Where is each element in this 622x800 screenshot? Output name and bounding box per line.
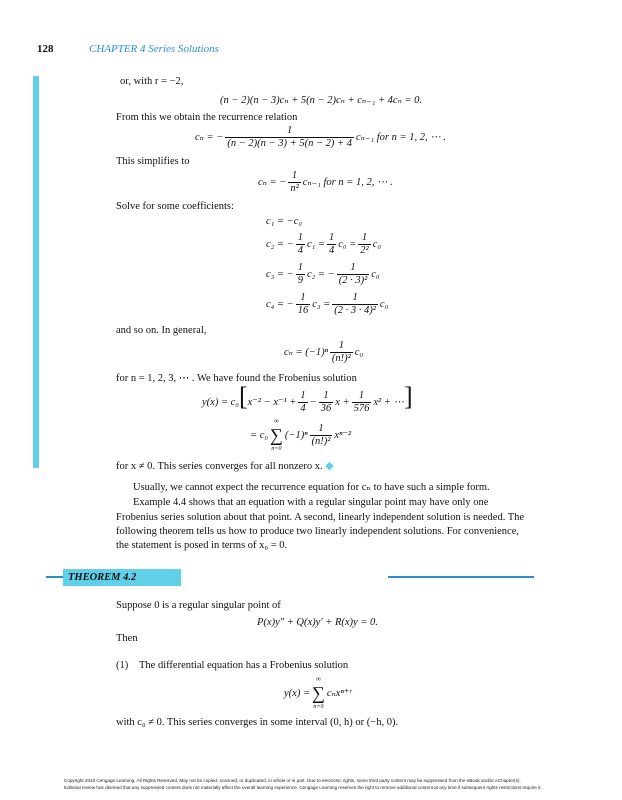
simplified-equation [258,170,393,195]
c2-frac1 [296,232,305,257]
text-or-with: or, with r = −2, [120,76,184,87]
y-frac2 [319,390,334,415]
y2-den: (n!)² [311,435,331,447]
c2-mid2: c₀ = [338,238,357,250]
y-d3: 576 [353,403,370,415]
c2-d1: 4 [297,245,303,256]
y-frac3 [352,390,372,415]
c2-mid: c₁ = [306,238,326,250]
theorem-series-solution [284,676,352,710]
c3-n2: 1 [350,262,356,273]
footer-copyright-line1: Copyright 2010 Cengage Learning. All Rights Reserved. May not be copied, scanned, or duplicated, in whole or in part. Due to electronic rights, some third party content may be suppressed from the eBook and/or eChapter(s). [64,778,521,783]
y-d2: 36 [320,403,332,415]
page-number: 128 [37,43,54,55]
theorem-item-1-number: (1) [116,660,129,671]
y-lhs: y(x) = c₀ [202,397,239,408]
cn-den: (n!)² [331,353,351,364]
c4-d2: (2 · 3 · 4)² [334,305,376,316]
text-for-x [116,459,334,472]
sol-top: ∞ [315,675,321,683]
theorem-equation: P(x)y″ + Q(x)y′ + R(x)y = 0. [257,617,378,628]
c2-n1: 1 [297,232,303,243]
text-simplifies: This simplifies to [116,156,190,167]
y-n2: 1 [323,390,329,402]
equation-1: (n − 2)(n − 3)cₙ + 5(n − 2)cₙ + cₙ₋₁ + 4cₙ = 0. [220,95,423,106]
c4-end: c₀ [379,298,389,310]
sum-symbol-2 [312,676,325,710]
eq3-num: 1 [291,170,298,181]
c2-frac2 [327,232,336,257]
text-example-line2: Frobenius series solution about that point. A second, linearly independent solution is needed. The [116,512,525,523]
c4-frac1 [296,292,311,317]
eq2-num: 1 [287,125,293,136]
y2-frac [310,423,333,448]
c4-frac2 [332,292,378,317]
c4-mid: c₃ = [312,298,331,310]
y-d1: 4 [300,403,306,415]
left-bracket: [ [238,382,248,411]
c3-d2: (2 · 3)² [338,275,368,286]
theorem-last-line: with c₀ ≠ 0. This series converges in some interval (0, h) or (−h, 0). [116,717,399,728]
y2-lhs: = c₀ [250,429,269,441]
cn-num: 1 [338,340,344,351]
sum-bot: n=0 [271,446,282,452]
chapter-heading: CHAPTER 4 Series Solutions [89,43,219,55]
right-bracket: ] [404,382,413,411]
text-example-line3: following theorem tells us how to produce two linearly independent solutions. For convenience, [116,526,519,537]
c3-n1: 1 [297,262,303,273]
c3-d1: 9 [297,275,303,286]
frobenius-solution [202,382,413,415]
cn-end: c₀ [354,346,364,358]
frobenius-series-form [250,418,351,452]
c3-end: c₀ [371,268,380,280]
c4-d1: 16 [297,305,309,316]
text-and-so-on: and so on. In general, [116,325,207,336]
c3-frac2 [337,262,370,287]
sum-symbol [270,418,283,452]
y2-mid: (−1)ⁿ [284,429,308,441]
c2-end: c₀ [372,238,382,250]
text-solve: Solve for some coefficients: [116,201,234,212]
sigma-icon: ∑ [270,425,283,445]
eq3-den: n² [290,183,299,194]
coef-c4 [266,292,388,317]
for-x-text: for x ≠ 0. This series converges for all nonzero x. [116,461,323,472]
y-t1: x⁻² − x⁻¹ + [247,397,297,408]
eq3-fraction [288,170,300,195]
c2-frac3 [358,232,370,257]
text-example-line1: Example 4.4 shows that an equation with a regular singular point may have only one [133,497,489,508]
c4-n2: 1 [352,292,358,303]
y-m1: − [309,397,317,408]
footer-copyright-line2: Editorial review has deemed that any suppressed content does not materially affect the overall learning experience. Cengage Learning reserves the right to remove additional content at any time if subsequent rights restrictions require it. [64,785,542,790]
c2-lhs: c₂ = − [266,238,294,250]
coef-c1: c₁ = −c₀ [266,216,303,227]
end-of-example-diamond-icon: ◆ [325,460,334,472]
cn-lhs: cₙ = (−1)ⁿ [284,346,328,358]
sum-top: ∞ [273,417,279,425]
theorem-item-1-text: The differential equation has a Frobenius solution [139,660,349,671]
y-n3: 1 [358,390,365,402]
eq3-lhs: cₙ = − [258,176,287,188]
y-n1: 1 [300,390,306,402]
theorem-then: Then [116,633,138,644]
c2-d3: 2² [360,245,369,256]
theorem-rule-right [388,576,534,578]
c2-n3: 1 [361,232,368,243]
c4-lhs: c₄ = − [266,298,294,310]
text-for-n: for n = 1, 2, 3, ⋯ . We have found the Frobenius solution [116,373,357,384]
y2-end: xⁿ⁻² [334,430,352,441]
c2-n2: 1 [329,232,335,243]
c3-frac1 [296,262,305,287]
theorem-title: THEOREM 4.2 [68,572,137,583]
eq2-den: (n − 2)(n − 3) + 5(n − 2) + 4 [227,138,353,149]
c2-d2: 4 [329,245,335,256]
c4-n1: 1 [300,292,306,303]
text-from-this: From this we obtain the recurrence relation [116,112,298,123]
text-usually: Usually, we cannot expect the recurrence equation for cₙ to have such a simple form. [133,482,490,493]
c3-lhs: c₃ = − [266,268,294,280]
y2-num: 1 [318,422,324,434]
sol-bot: n=0 [313,704,324,710]
y-m2: x + [335,397,350,408]
eq2-fraction [225,125,354,150]
eq2-lhs: cₙ = − [195,131,224,143]
coef-c3 [266,262,380,287]
general-coefficient [284,340,363,365]
recurrence-equation [195,125,446,150]
y-m3: x² + ⋯ [373,397,405,408]
example-sidebar-bar [33,76,39,468]
text-example-line4: the statement is posed in terms of x₀ = 0. [116,540,288,551]
sol-lhs: y(x) = [284,687,311,699]
cn-frac [330,340,353,365]
eq3-rhs: cₙ₋₁ for n = 1, 2, ⋯ . [302,176,393,188]
sol-term: cₙxⁿ⁺ʳ [326,688,352,699]
eq2-rhs: cₙ₋₁ for n = 1, 2, ⋯ . [356,131,446,143]
coef-c2 [266,232,381,257]
y-frac1 [298,390,307,415]
theorem-suppose: Suppose 0 is a regular singular point of [116,600,281,611]
sigma-icon: ∑ [312,683,325,703]
c3-mid: c₂ = − [306,268,335,280]
